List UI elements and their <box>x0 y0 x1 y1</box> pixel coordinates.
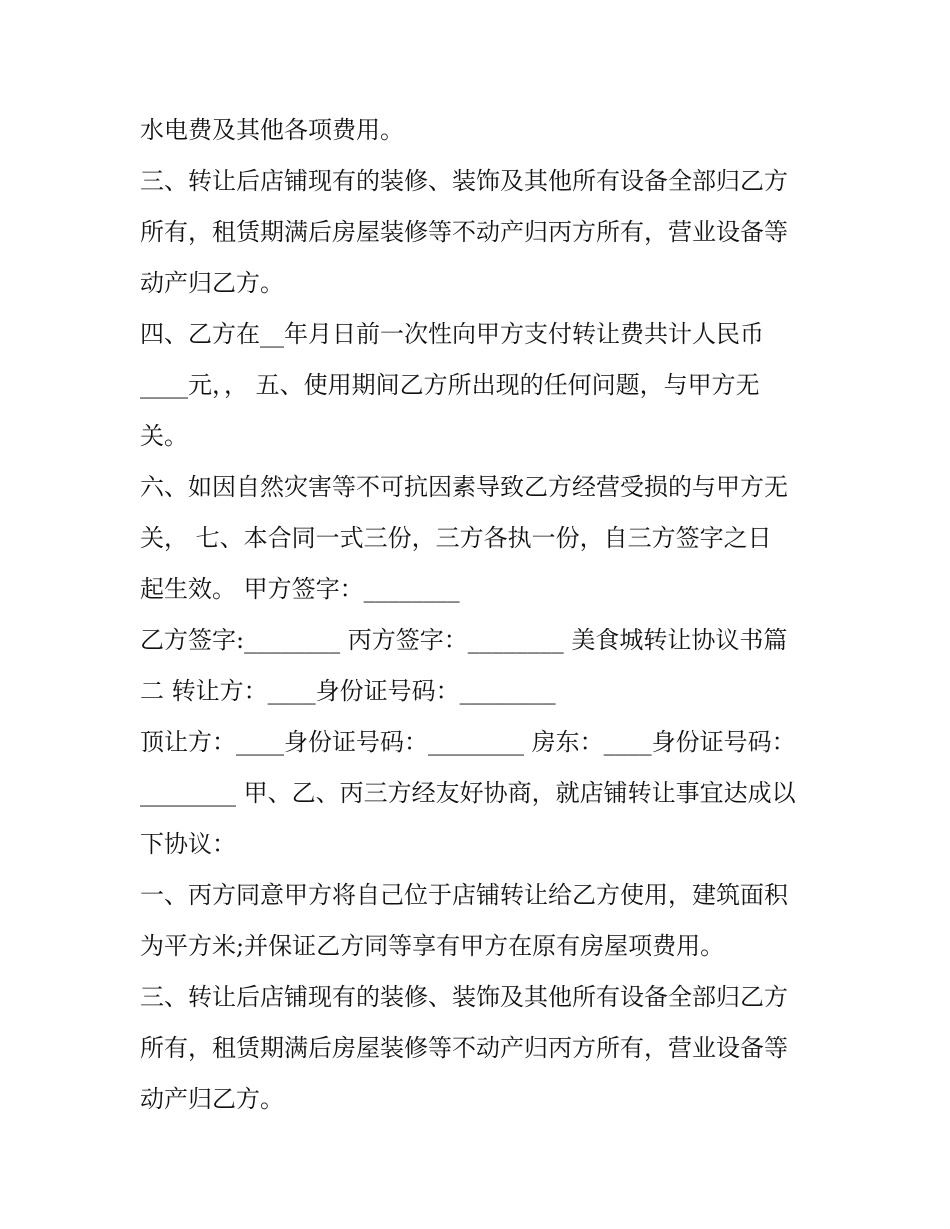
text-line: 下协议： <box>140 830 236 858</box>
document-body <box>140 105 820 1125</box>
text-line: 水电费及其他各项费用。 <box>140 116 404 144</box>
text-line: 为平方米;并保证乙方同等享有甲方在原有房屋项费用。 <box>140 932 725 960</box>
text-line: 关， 七、本合同一式三份，三方各执一份，自三方签字之日 <box>140 524 772 552</box>
text-line: 起生效。 甲方签字：________ <box>140 575 460 603</box>
text-line: 三、转让后店铺现有的装修、装饰及其他所有设备全部归乙方 <box>140 167 788 195</box>
text-line: 动产归乙方。 <box>140 269 284 297</box>
text-line: 动产归乙方。 <box>140 1085 284 1113</box>
text-line: 关。 <box>140 422 188 450</box>
text-line: ________ 甲、乙、丙三方经友好协商，就店铺转让事宜达成以 <box>140 779 796 807</box>
text-line: 所有，租赁期满后房屋装修等不动产归丙方所有，营业设备等 <box>140 218 788 246</box>
text-line: 所有，租赁期满后房屋装修等不动产归丙方所有，营业设备等 <box>140 1034 788 1062</box>
text-line: 二 转让方：____身份证号码：________ <box>140 677 556 705</box>
text-line: 六、如因自然灾害等不可抗因素导致乙方经营受损的与甲方无 <box>140 473 788 501</box>
text-line: 顶让方：____身份证号码：________ 房东：____身份证号码： <box>140 728 796 756</box>
text-line: 乙方签字:________ 丙方签字：________ 美食城转让协议书篇 <box>140 626 788 654</box>
text-line: 一、丙方同意甲方将自己位于店铺转让给乙方使用，建筑面积 <box>140 881 788 909</box>
text-line: 三、转让后店铺现有的装修、装饰及其他所有设备全部归乙方 <box>140 983 788 1011</box>
text-line: 四、乙方在__年月日前一次性向甲方支付转让费共计人民币 <box>140 320 764 348</box>
text-line: ____元，， 五、使用期间乙方所出现的任何问题，与甲方无 <box>140 371 760 399</box>
